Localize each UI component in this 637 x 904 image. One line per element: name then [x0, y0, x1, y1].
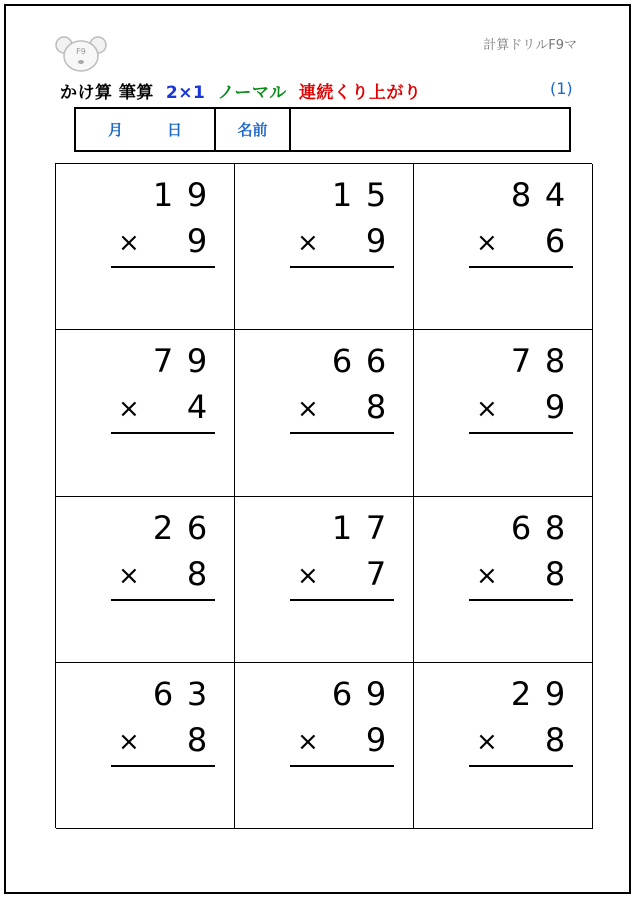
problem-cell[interactable] [56, 663, 235, 829]
name-date-bar [74, 107, 571, 152]
answer-line [290, 266, 394, 268]
multiplier-digit: 8 [186, 554, 208, 593]
problem-cell[interactable] [56, 164, 235, 330]
logo-text: F9 [76, 47, 86, 56]
answer-line [111, 599, 215, 601]
date-cell[interactable] [76, 109, 216, 150]
title-part: 2×1 [165, 83, 206, 103]
times-sign: × [297, 560, 319, 591]
multiplicand-ones-digit: 3 [186, 674, 208, 713]
answer-line [111, 765, 215, 767]
times-sign: × [118, 394, 140, 425]
brand-label: 計算ドリルF9マ [483, 38, 577, 53]
times-sign: × [118, 228, 140, 258]
times-sign: × [297, 394, 319, 425]
multiplicand-ones-digit: 9 [186, 342, 208, 381]
multiplier-digit: 9 [186, 222, 208, 260]
name-field[interactable] [291, 109, 569, 150]
title-part: かけ算 筆算 [60, 83, 154, 103]
month-label: 月 [107, 121, 123, 139]
worksheet-title [60, 78, 433, 103]
times-sign: × [476, 394, 498, 425]
problem-grid [55, 163, 592, 828]
multiplicand-tens-digit: 6 [510, 508, 532, 547]
title-part: ノーマル [217, 83, 287, 103]
multiplicand-tens-digit: 2 [152, 508, 174, 547]
multiplicand-ones-digit: 9 [365, 674, 387, 713]
times-sign: × [297, 726, 319, 757]
problem-cell[interactable] [56, 330, 235, 496]
problem-cell[interactable] [414, 663, 593, 829]
multiplicand-ones-digit: 8 [544, 508, 566, 547]
multiplier-digit: 9 [365, 222, 387, 260]
multiplicand-ones-digit: 9 [544, 674, 566, 713]
problem-cell[interactable] [235, 497, 414, 663]
answer-line [469, 599, 573, 601]
multiplicand-tens-digit: 6 [152, 674, 174, 713]
answer-line [111, 432, 215, 434]
multiplicand-ones-digit: 8 [544, 342, 566, 381]
problem-cell[interactable] [235, 663, 414, 829]
multiplicand-tens-digit: 8 [510, 176, 532, 214]
multiplier-digit: 8 [544, 720, 566, 759]
multiplicand-tens-digit: 7 [152, 342, 174, 381]
multiplier-digit: 4 [186, 388, 208, 427]
multiplier-digit: 7 [365, 554, 387, 593]
answer-line [111, 266, 215, 268]
multiplicand-ones-digit: 9 [186, 176, 208, 214]
multiplicand-ones-digit: 6 [365, 342, 387, 381]
problem-cell[interactable] [414, 164, 593, 330]
times-sign: × [476, 228, 498, 258]
multiplier-digit: 6 [544, 222, 566, 260]
answer-line [290, 765, 394, 767]
answer-line [290, 432, 394, 434]
day-label: 日 [166, 121, 182, 139]
name-label: 名前 [216, 109, 291, 150]
multiplier-digit: 8 [544, 554, 566, 593]
multiplicand-tens-digit: 1 [331, 508, 353, 547]
multiplier-digit: 9 [544, 388, 566, 427]
times-sign: × [297, 228, 319, 258]
multiplicand-tens-digit: 7 [510, 342, 532, 381]
multiplier-digit: 8 [365, 388, 387, 427]
multiplicand-tens-digit: 2 [510, 674, 532, 713]
multiplicand-ones-digit: 4 [544, 176, 566, 214]
times-sign: × [118, 560, 140, 591]
sheet-number: (1) [550, 79, 573, 98]
times-sign: × [476, 726, 498, 757]
bear-logo [54, 34, 108, 74]
multiplicand-ones-digit: 5 [365, 176, 387, 214]
multiplicand-ones-digit: 6 [186, 508, 208, 547]
multiplicand-ones-digit: 7 [365, 508, 387, 547]
answer-line [469, 266, 573, 268]
multiplicand-tens-digit: 1 [331, 176, 353, 214]
title-part: 連続くり上がり [298, 83, 422, 103]
multiplicand-tens-digit: 1 [152, 176, 174, 214]
problem-cell[interactable] [56, 497, 235, 663]
answer-line [469, 765, 573, 767]
worksheet-frame [4, 4, 631, 894]
problem-cell[interactable] [235, 330, 414, 496]
multiplier-digit: 8 [186, 720, 208, 759]
problem-cell[interactable] [235, 164, 414, 330]
times-sign: × [476, 560, 498, 591]
problem-cell[interactable] [414, 497, 593, 663]
answer-line [290, 599, 394, 601]
multiplicand-tens-digit: 6 [331, 674, 353, 713]
problem-cell[interactable] [414, 330, 593, 496]
multiplicand-tens-digit: 6 [331, 342, 353, 381]
answer-line [469, 432, 573, 434]
times-sign: × [118, 726, 140, 757]
multiplier-digit: 9 [365, 720, 387, 759]
